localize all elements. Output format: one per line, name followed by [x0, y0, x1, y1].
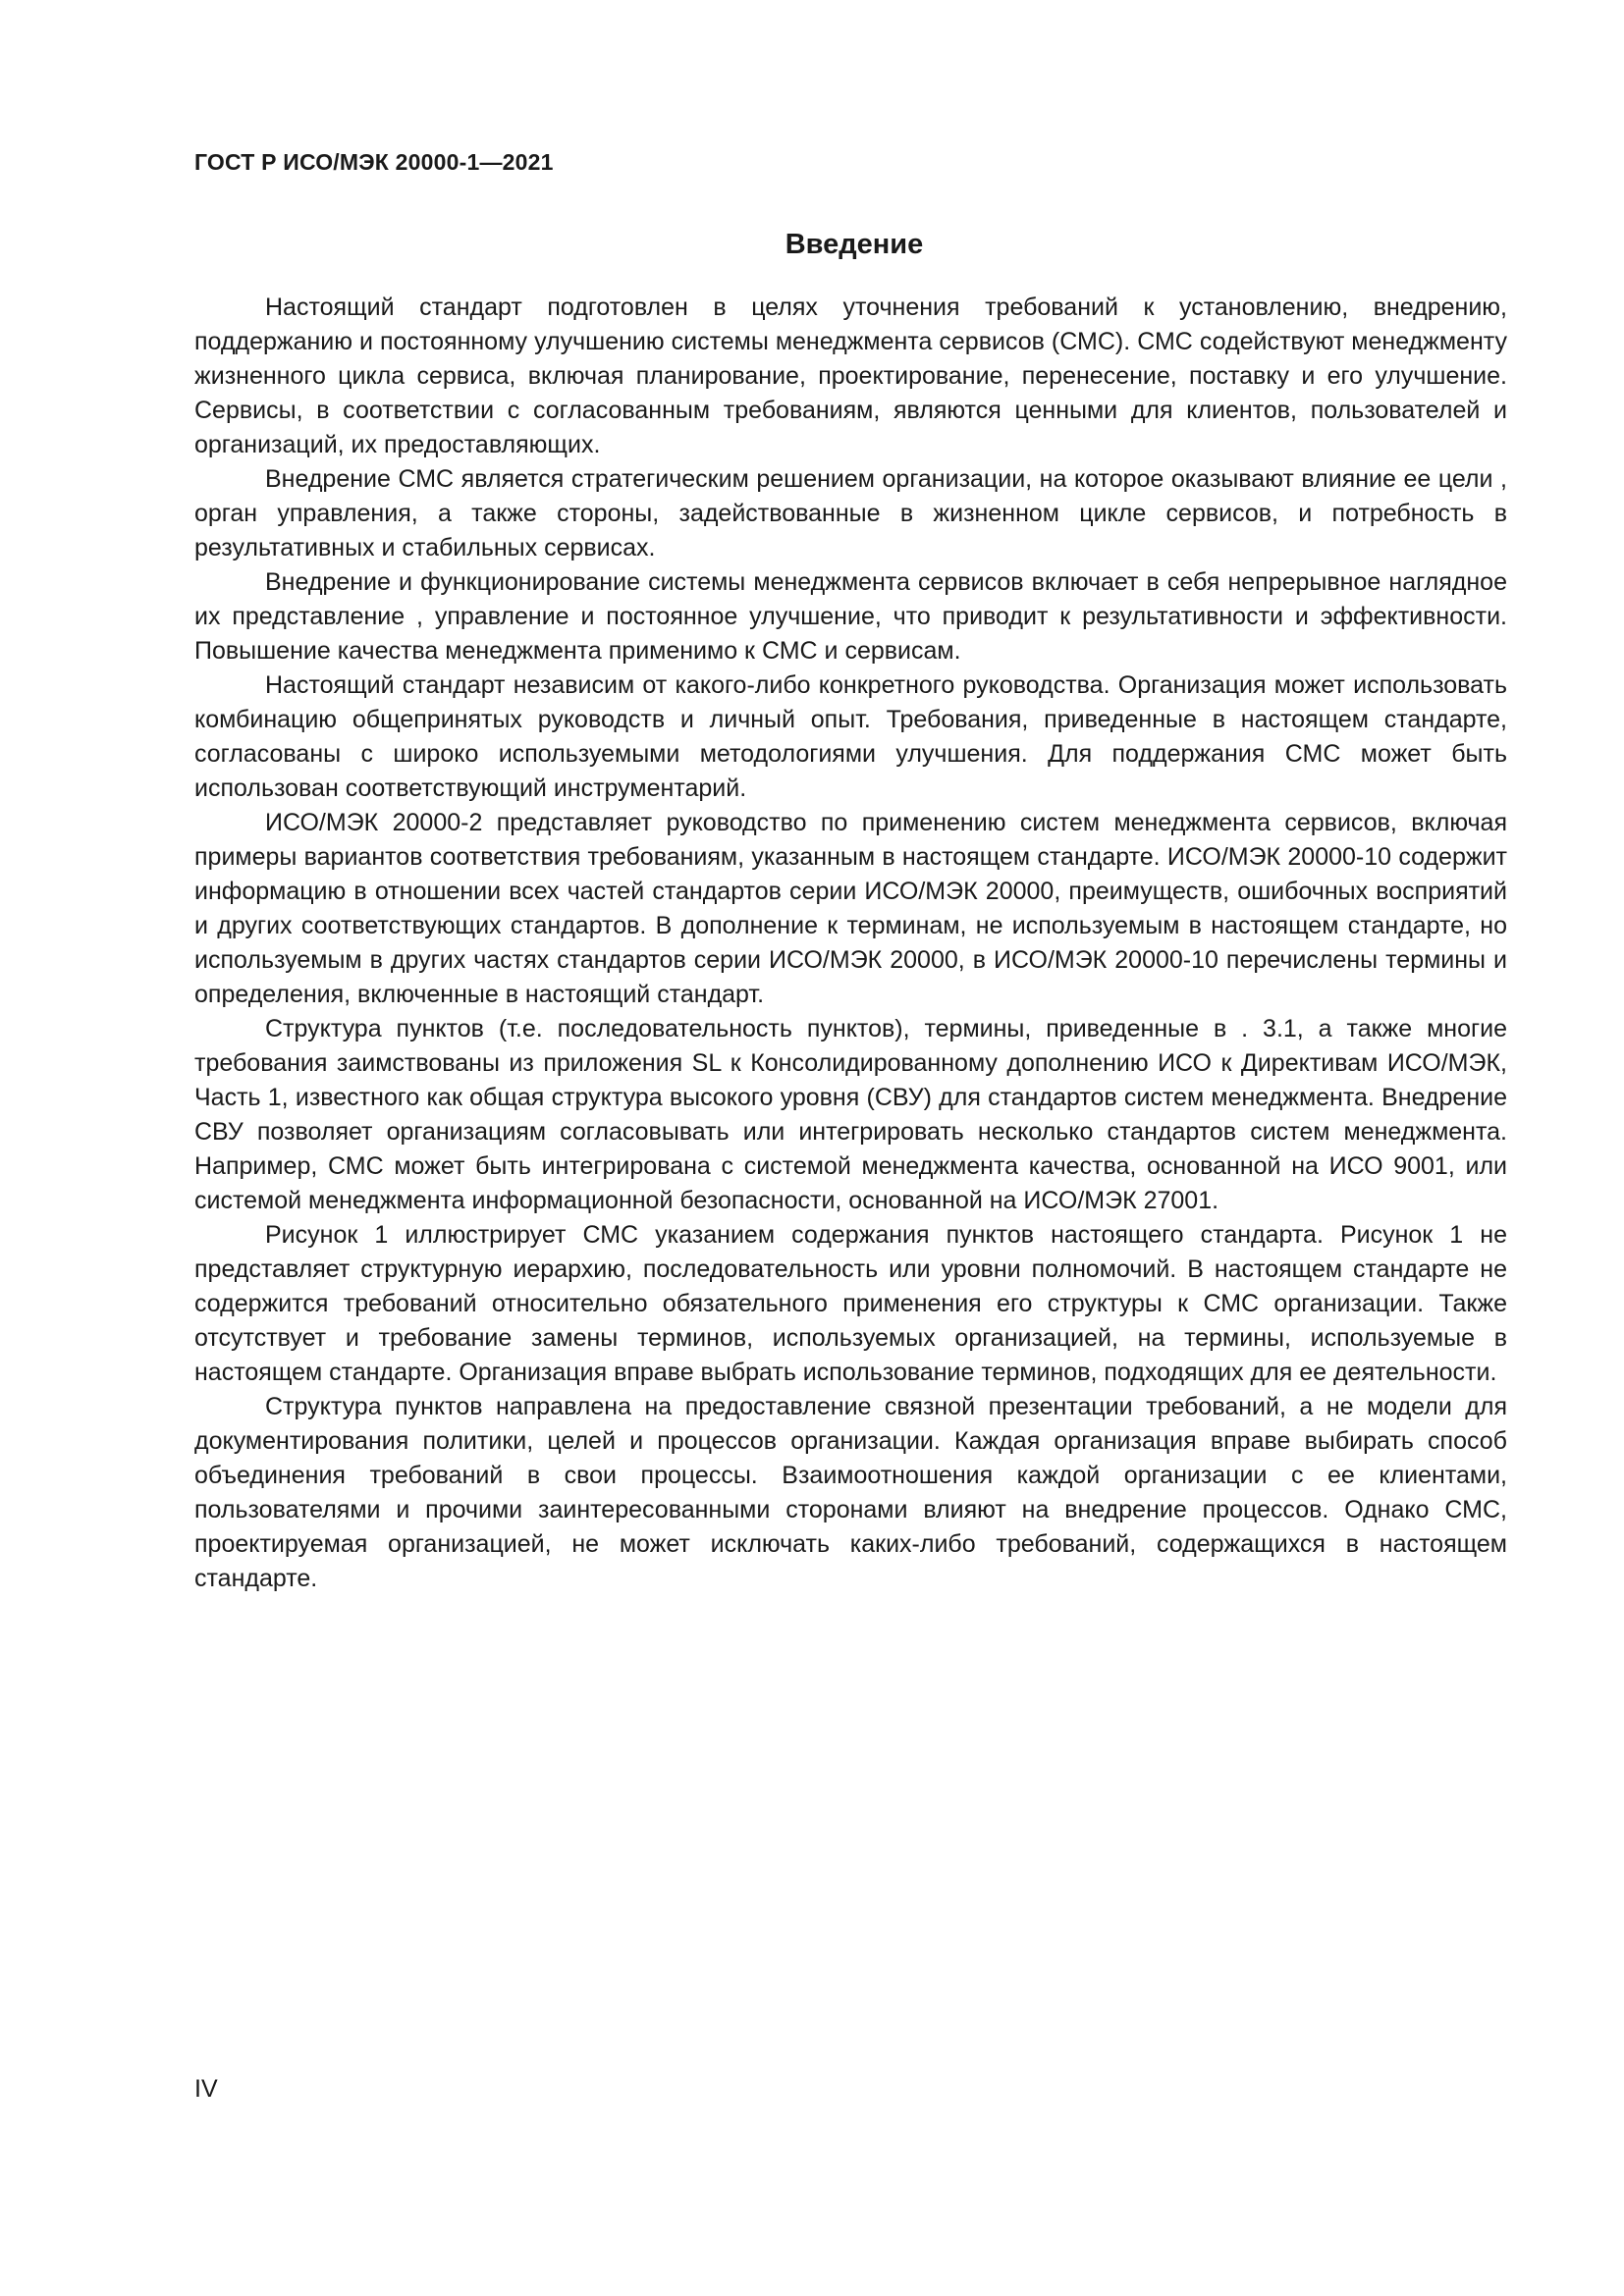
- paragraph: Структура пунктов направлена на предоставление связной презентации требований, а не модели для документирования политики, целей и процессов организации. Каждая организация вправе выбирать способ объединения требований в свои процессы. Взаимоотношения каждой организации с ее клиентами, пользователями и прочими заинтересованными сторонами влияют на внедрение процессов. Однако СМС, проектируемая организацией, не может исключать каких-либо требований, содержащихся в настоящем стандарте.: [194, 1393, 1507, 1592]
- page-number: IV: [194, 2075, 218, 2103]
- paragraph: Настоящий стандарт подготовлен в целях уточнения требований к установлению, внедрению, поддержанию и постоянному улучшению системы менеджмента сервисов (СМС). СМС содействуют менеджменту жизненного цикла сервиса, включая планирование, проектирование, перенесение, поставку и его улучшение. Сервисы, в соответствии с согласованным требованиям, являются ценными для клиентов, пользователей и организаций, их предоставляющих.: [194, 294, 1507, 458]
- paragraph: ИСО/МЭК 20000-2 представляет руководство по применению систем менеджмента сервисов, включая примеры вариантов соответствия требованиям, указанным в настоящем стандарте. ИСО/МЭК 20000-10 содержит информацию в отношении всех частей стандартов серии ИСО/МЭК 20000, преимуществ, ошибочных восприятий и других соответствующих стандартов. В дополнение к терминам, не используемым в настоящем стандарте, но используемым в других частях стандартов серии ИСО/МЭК 20000, в ИСО/МЭК 20000-10 перечислены термины и определения, включенные в настоящий стандарт.: [194, 809, 1507, 1008]
- paragraph: Рисунок 1 иллюстрирует СМС указанием содержания пунктов настоящего стандарта. Рисунок 1 не представляет структурную иерархию, последовательность или уровни полномочий. В настоящем стандарте не содержится требований относительно обязательного применения его структуры к СМС организации. Также отсутствует и требование замены терминов, используемых организацией, на термины, используемые в настоящем стандарте. Организация вправе выбрать использование терминов, подходящих для ее деятельности.: [194, 1221, 1507, 1386]
- paragraph: Внедрение и функционирование системы менеджмента сервисов включает в себя непрерывное наглядное их представление , управление и постоянное улучшение, что приводит к результативности и эффективности. Повышение качества менеджмента применимо к СМС и сервисам.: [194, 568, 1507, 665]
- paragraph: Внедрение СМС является стратегическим решением организации, на которое оказывают влияние ее цели , орган управления, а также стороны, задействованные в жизненном цикле сервисов, и потребность в результативных и стабильных сервисах.: [194, 465, 1507, 561]
- section-title: Введение: [785, 229, 924, 260]
- paragraph: Настоящий стандарт независим от какого-либо конкретного руководства. Организация может использовать комбинацию общепринятых руководств и личный опыт. Требования, приведенные в настоящем стандарте, согласованы с широко используемыми методологиями улучшения. Для поддержания СМС может быть использован соответствующий инструментарий.: [194, 671, 1507, 802]
- paragraph: Структура пунктов (т.е. последовательность пунктов), термины, приведенные в . 3.1, а также многие требования заимствованы из приложения SL к Консолидированному дополнению ИСО к Директивам ИСО/МЭК, Часть 1, известного как общая структура высокого уровня (СВУ) для стандартов систем менеджмента. Внедрение СВУ позволяет организациям согласовывать или интегрировать несколько стандартов систем менеджмента. Например, СМС может быть интегрирована с системой менеджмента качества, основанной на ИСО 9001, или системой менеджмента информационной безопасности, основанной на ИСО/МЭК 27001.: [194, 1015, 1507, 1214]
- body-text: [194, 291, 1507, 1596]
- document-header: ГОСТ Р ИСО/МЭК 20000-1—2021: [194, 149, 554, 175]
